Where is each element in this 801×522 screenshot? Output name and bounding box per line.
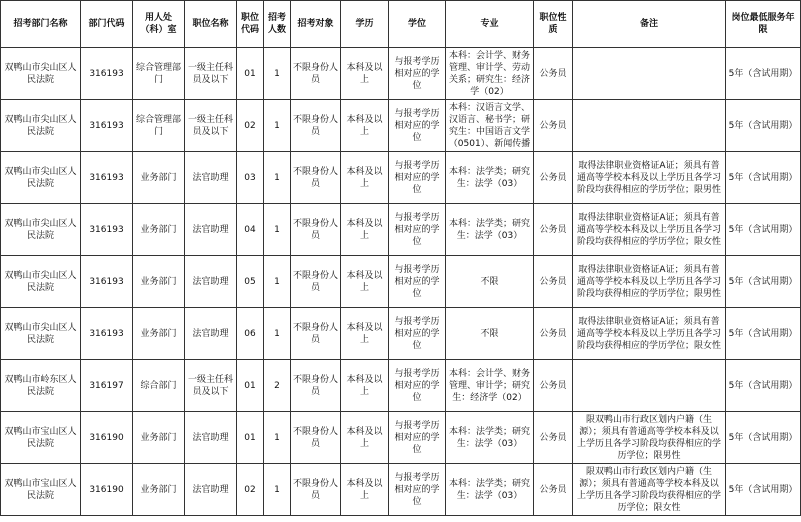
cell-major: 本科：会计学、财务管理、审计学、劳动关系；研究生：经济学（02） bbox=[446, 48, 534, 100]
header-position: 职位名称 bbox=[185, 1, 237, 48]
cell-target: 不限身份人员 bbox=[291, 100, 341, 152]
cell-target: 不限身份人员 bbox=[291, 360, 341, 412]
cell-dept: 双鸭山市岭东区人民法院 bbox=[1, 360, 81, 412]
cell-degree: 与报考学历相对应的学位 bbox=[389, 152, 446, 204]
cell-target: 不限身份人员 bbox=[291, 152, 341, 204]
cell-position-code: 06 bbox=[237, 308, 264, 360]
table-row bbox=[1, 412, 801, 464]
cell-code: 316197 bbox=[81, 360, 133, 412]
cell-degree: 与报考学历相对应的学位 bbox=[389, 48, 446, 100]
table-row bbox=[1, 204, 801, 256]
cell-target: 不限身份人员 bbox=[291, 412, 341, 464]
cell-nature: 公务员 bbox=[534, 256, 573, 308]
cell-office: 综合部门 bbox=[133, 360, 185, 412]
cell-position: 一级主任科员及以下 bbox=[185, 360, 237, 412]
cell-min-years: 5年（含试用期） bbox=[726, 360, 801, 412]
cell-education: 本科及以上 bbox=[341, 100, 389, 152]
cell-dept: 双鸭山市尖山区人民法院 bbox=[1, 308, 81, 360]
cell-count: 1 bbox=[264, 152, 291, 204]
cell-note: 取得法律职业资格证A证；须具有普通高等学校本科及以上学历且各学习阶段均获得相应的学历学位；限女性 bbox=[573, 204, 726, 256]
cell-position: 法官助理 bbox=[185, 204, 237, 256]
cell-min-years: 5年（含试用期） bbox=[726, 256, 801, 308]
cell-nature: 公务员 bbox=[534, 308, 573, 360]
cell-position: 法官助理 bbox=[185, 256, 237, 308]
cell-degree: 与报考学历相对应的学位 bbox=[389, 100, 446, 152]
cell-major: 本科：法学类；研究生：法学（03） bbox=[446, 464, 534, 516]
cell-position-code: 05 bbox=[237, 256, 264, 308]
cell-office: 综合管理部门 bbox=[133, 100, 185, 152]
cell-note: 限双鸭山市行政区划内户籍（生源）；须具有普通高等学校本科及以上学历且各学习阶段均获得相应的学历学位；限女性 bbox=[573, 464, 726, 516]
cell-dept: 双鸭山市尖山区人民法院 bbox=[1, 152, 81, 204]
cell-dept: 双鸭山市尖山区人民法院 bbox=[1, 48, 81, 100]
cell-code: 316193 bbox=[81, 100, 133, 152]
header-row bbox=[1, 1, 801, 48]
cell-education: 本科及以上 bbox=[341, 464, 389, 516]
table-row bbox=[1, 360, 801, 412]
header-target: 招考对象 bbox=[291, 1, 341, 48]
cell-position-code: 01 bbox=[237, 48, 264, 100]
cell-major: 不限 bbox=[446, 256, 534, 308]
cell-major: 本科：法学类；研究生：法学（03） bbox=[446, 412, 534, 464]
header-min-years: 岗位最低服务年限 bbox=[726, 1, 801, 48]
cell-min-years: 5年（含试用期） bbox=[726, 100, 801, 152]
cell-nature: 公务员 bbox=[534, 412, 573, 464]
header-note: 备注 bbox=[573, 1, 726, 48]
cell-nature: 公务员 bbox=[534, 204, 573, 256]
cell-position: 法官助理 bbox=[185, 464, 237, 516]
cell-note: 限双鸭山市行政区划内户籍（生源）；须具有普通高等学校本科及以上学历且各学习阶段均获得相应的学历学位；限男性 bbox=[573, 412, 726, 464]
cell-code: 316193 bbox=[81, 48, 133, 100]
cell-code: 316190 bbox=[81, 464, 133, 516]
cell-target: 不限身份人员 bbox=[291, 308, 341, 360]
cell-degree: 与报考学历相对应的学位 bbox=[389, 464, 446, 516]
cell-education: 本科及以上 bbox=[341, 204, 389, 256]
cell-degree: 与报考学历相对应的学位 bbox=[389, 308, 446, 360]
cell-note bbox=[573, 48, 726, 100]
cell-major: 本科：法学类；研究生：法学（03） bbox=[446, 204, 534, 256]
cell-code: 316190 bbox=[81, 412, 133, 464]
cell-position-code: 02 bbox=[237, 464, 264, 516]
cell-min-years: 5年（含试用期） bbox=[726, 464, 801, 516]
cell-count: 1 bbox=[264, 308, 291, 360]
cell-min-years: 5年（含试用期） bbox=[726, 152, 801, 204]
cell-education: 本科及以上 bbox=[341, 412, 389, 464]
cell-nature: 公务员 bbox=[534, 48, 573, 100]
header-dept-code: 部门代码 bbox=[81, 1, 133, 48]
cell-note bbox=[573, 100, 726, 152]
cell-office: 业务部门 bbox=[133, 308, 185, 360]
cell-note bbox=[573, 360, 726, 412]
cell-code: 316193 bbox=[81, 308, 133, 360]
header-position-code: 职位代码 bbox=[237, 1, 264, 48]
table-row bbox=[1, 256, 801, 308]
cell-dept: 双鸭山市尖山区人民法院 bbox=[1, 204, 81, 256]
cell-major: 不限 bbox=[446, 308, 534, 360]
cell-note: 取得法律职业资格证A证；须具有普通高等学校本科及以上学历且各学习阶段均获得相应的学历学位；限女性 bbox=[573, 308, 726, 360]
cell-degree: 与报考学历相对应的学位 bbox=[389, 412, 446, 464]
cell-dept: 双鸭山市宝山区人民法院 bbox=[1, 412, 81, 464]
cell-dept: 双鸭山市尖山区人民法院 bbox=[1, 100, 81, 152]
cell-nature: 公务员 bbox=[534, 100, 573, 152]
cell-min-years: 5年（含试用期） bbox=[726, 412, 801, 464]
table-row bbox=[1, 48, 801, 100]
cell-major: 本科：会计学、财务管理、审计学；研究生：经济学（02） bbox=[446, 360, 534, 412]
header-major: 专业 bbox=[446, 1, 534, 48]
cell-office: 综合管理部门 bbox=[133, 48, 185, 100]
cell-degree: 与报考学历相对应的学位 bbox=[389, 256, 446, 308]
cell-office: 业务部门 bbox=[133, 412, 185, 464]
cell-education: 本科及以上 bbox=[341, 308, 389, 360]
cell-dept: 双鸭山市尖山区人民法院 bbox=[1, 256, 81, 308]
cell-position: 一级主任科员及以下 bbox=[185, 100, 237, 152]
cell-position-code: 01 bbox=[237, 412, 264, 464]
cell-code: 316193 bbox=[81, 256, 133, 308]
cell-dept: 双鸭山市宝山区人民法院 bbox=[1, 464, 81, 516]
table-row bbox=[1, 152, 801, 204]
cell-count: 1 bbox=[264, 48, 291, 100]
cell-degree: 与报考学历相对应的学位 bbox=[389, 204, 446, 256]
header-education: 学历 bbox=[341, 1, 389, 48]
cell-min-years: 5年（含试用期） bbox=[726, 48, 801, 100]
table-row bbox=[1, 308, 801, 360]
cell-nature: 公务员 bbox=[534, 152, 573, 204]
cell-education: 本科及以上 bbox=[341, 152, 389, 204]
cell-note: 取得法律职业资格证A证；须具有普通高等学校本科及以上学历且各学习阶段均获得相应的学历学位；限男性 bbox=[573, 152, 726, 204]
header-dept-name: 招考部门名称 bbox=[1, 1, 81, 48]
cell-nature: 公务员 bbox=[534, 464, 573, 516]
cell-office: 业务部门 bbox=[133, 464, 185, 516]
cell-note: 取得法律职业资格证A证；须具有普通高等学校本科及以上学历且各学习阶段均获得相应的学历学位；限男性 bbox=[573, 256, 726, 308]
cell-target: 不限身份人员 bbox=[291, 48, 341, 100]
cell-major: 本科：汉语言文学、汉语言、秘书学；研究生：中国语言文学（0501）、新闻传播 bbox=[446, 100, 534, 152]
cell-count: 1 bbox=[264, 100, 291, 152]
cell-education: 本科及以上 bbox=[341, 48, 389, 100]
cell-target: 不限身份人员 bbox=[291, 464, 341, 516]
cell-nature: 公务员 bbox=[534, 360, 573, 412]
cell-position: 法官助理 bbox=[185, 308, 237, 360]
cell-education: 本科及以上 bbox=[341, 360, 389, 412]
cell-major: 本科：法学类；研究生：法学（03） bbox=[446, 152, 534, 204]
cell-count: 1 bbox=[264, 464, 291, 516]
cell-count: 1 bbox=[264, 412, 291, 464]
header-count: 招考人数 bbox=[264, 1, 291, 48]
table-row bbox=[1, 100, 801, 152]
table-row bbox=[1, 464, 801, 516]
cell-code: 316193 bbox=[81, 204, 133, 256]
cell-position: 法官助理 bbox=[185, 412, 237, 464]
header-degree: 学位 bbox=[389, 1, 446, 48]
cell-target: 不限身份人员 bbox=[291, 204, 341, 256]
cell-position-code: 03 bbox=[237, 152, 264, 204]
cell-degree: 与报考学历相对应的学位 bbox=[389, 360, 446, 412]
cell-position: 一级主任科员及以下 bbox=[185, 48, 237, 100]
cell-office: 业务部门 bbox=[133, 152, 185, 204]
cell-min-years: 5年（含试用期） bbox=[726, 204, 801, 256]
cell-position-code: 02 bbox=[237, 100, 264, 152]
cell-office: 业务部门 bbox=[133, 256, 185, 308]
cell-target: 不限身份人员 bbox=[291, 256, 341, 308]
cell-count: 1 bbox=[264, 204, 291, 256]
cell-count: 2 bbox=[264, 360, 291, 412]
header-office: 用人处（科）室 bbox=[133, 1, 185, 48]
cell-count: 1 bbox=[264, 256, 291, 308]
cell-position-code: 01 bbox=[237, 360, 264, 412]
cell-office: 业务部门 bbox=[133, 204, 185, 256]
cell-position: 法官助理 bbox=[185, 152, 237, 204]
header-nature: 职位性质 bbox=[534, 1, 573, 48]
cell-education: 本科及以上 bbox=[341, 256, 389, 308]
cell-min-years: 5年（含试用期） bbox=[726, 308, 801, 360]
cell-code: 316193 bbox=[81, 152, 133, 204]
cell-position-code: 04 bbox=[237, 204, 264, 256]
